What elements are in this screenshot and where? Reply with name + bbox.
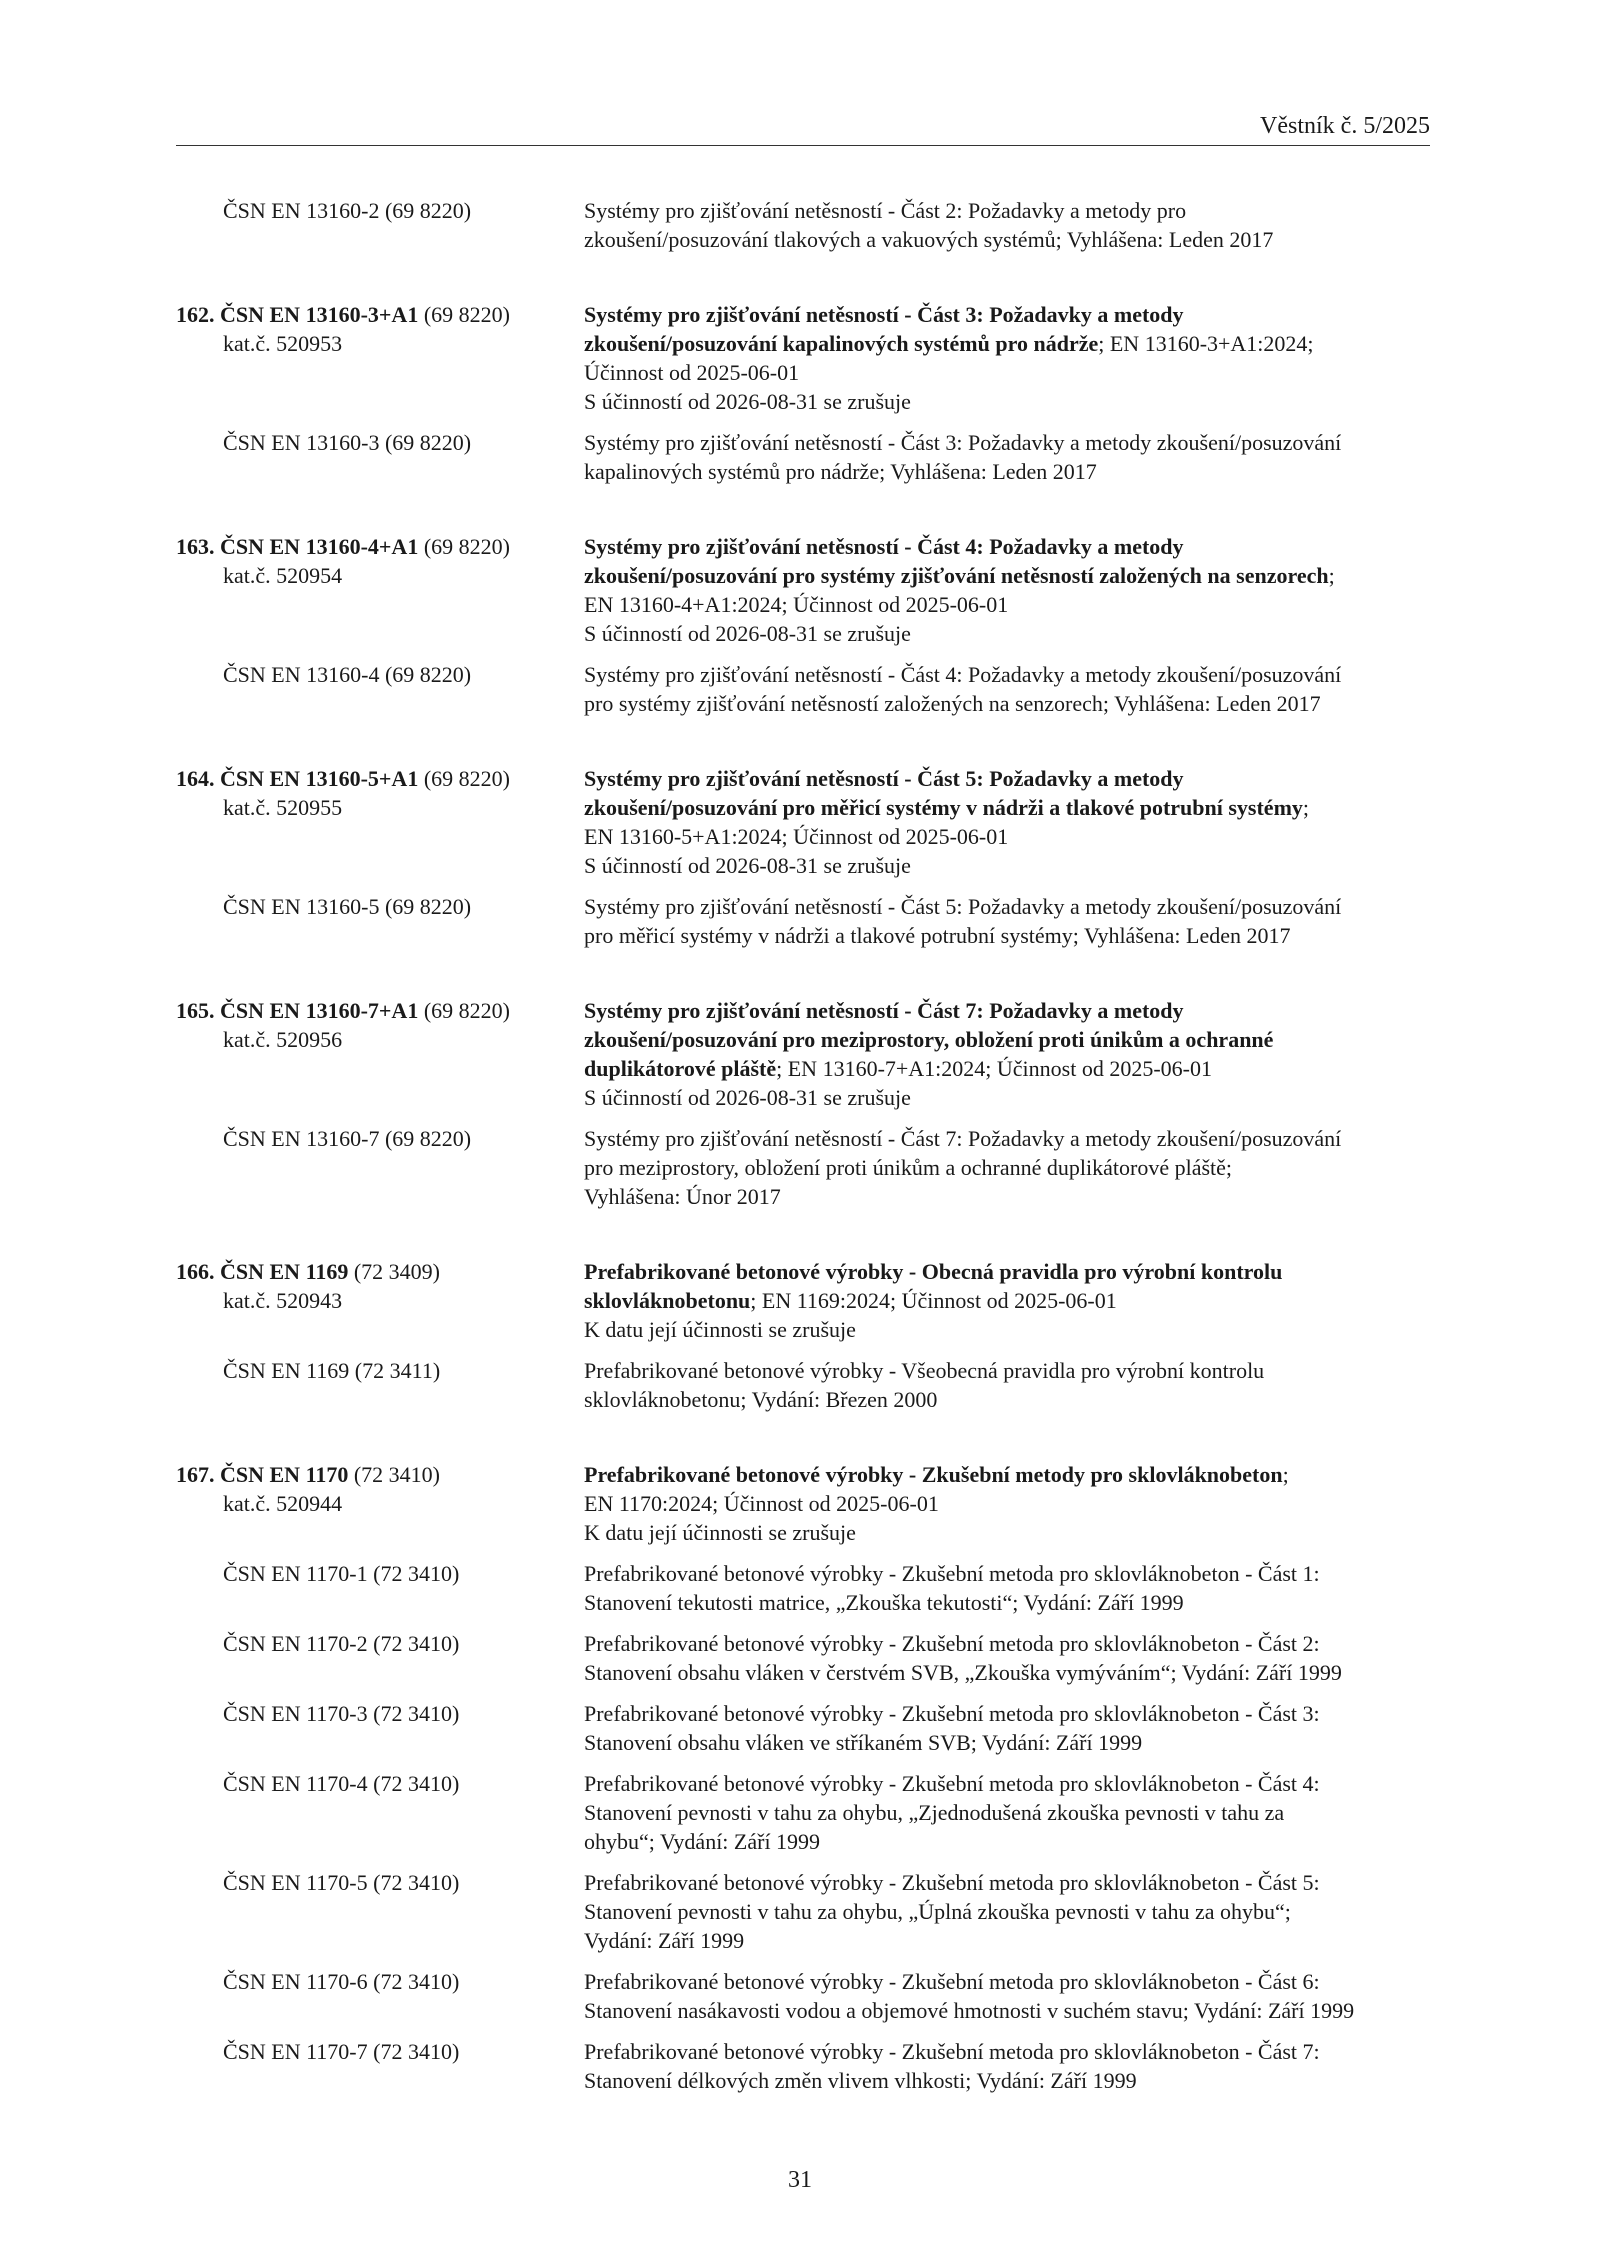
replaced-standard-row	[176, 2037, 1430, 2095]
replaced-standard-row	[176, 1769, 1430, 1856]
standard-validity: K datu její účinnosti se zrušuje	[584, 1520, 856, 1545]
standard-entry	[176, 196, 1430, 254]
replaced-standard-text: pro měřicí systémy v nádrži a tlakové potrubní systémy; Vyhlášena: Leden 2017	[584, 923, 1291, 948]
replaced-standard-description	[584, 2037, 1430, 2095]
replaced-standard-code: ČSN EN 13160-2 (69 8220)	[223, 198, 472, 223]
entry-number: 162.	[176, 302, 215, 327]
catalog-number: kat.č. 520944	[223, 1491, 343, 1516]
page-number: 31	[788, 2167, 812, 2193]
replaced-standard-code: ČSN EN 1170-1 (72 3410)	[223, 1561, 460, 1586]
replaced-standard-description	[584, 428, 1430, 486]
standard-code: ČSN EN 1169	[220, 1259, 349, 1284]
new-standard-id	[176, 532, 584, 648]
standard-title: Systémy pro zjišťování netěsností - Část 4: Požadavky a metody	[584, 534, 1184, 559]
new-standard-id	[176, 300, 584, 416]
new-standard-row	[176, 532, 1430, 648]
replaced-standard-description	[584, 196, 1430, 254]
new-standard-description	[584, 532, 1430, 648]
new-standard-row	[176, 996, 1430, 1112]
new-standard-id	[176, 764, 584, 880]
replaced-standard-description	[584, 1699, 1430, 1757]
replaced-standard-row	[176, 196, 1430, 254]
new-standard-id	[176, 1460, 584, 1547]
standard-validity: S účinností od 2026-08-31 se zrušuje	[584, 853, 911, 878]
replaced-standard-text: zkoušení/posuzování tlakových a vakuových systémů; Vyhlášena: Leden 2017	[584, 227, 1274, 252]
standard-title: zkoušení/posuzování pro měřicí systémy v nádrži a tlakové potrubní systémy	[584, 795, 1303, 820]
title-line	[584, 329, 1430, 358]
title-line	[584, 793, 1430, 822]
standard-entry	[176, 1257, 1430, 1414]
classification-code: (72 3409)	[348, 1259, 441, 1284]
standard-validity: EN 1170:2024; Účinnost od 2025-06-01	[584, 1491, 939, 1516]
standard-validity: K datu její účinnosti se zrušuje	[584, 1317, 856, 1342]
title-line	[584, 1460, 1430, 1489]
catalog-number: kat.č. 520955	[223, 795, 343, 820]
replaced-standard-description	[584, 660, 1430, 718]
replaced-standard-row	[176, 1699, 1430, 1757]
standard-validity: EN 13160-4+A1:2024; Účinnost od 2025-06-01	[584, 592, 1009, 617]
title-line	[584, 996, 1430, 1025]
replaced-standard-text: Stanovení pevnosti v tahu za ohybu, „Úplná zkouška pevnosti v tahu za ohybu“;	[584, 1899, 1291, 1924]
title-line	[584, 300, 1430, 329]
classification-code: (69 8220)	[418, 766, 510, 791]
replaced-standard-code: ČSN EN 1169 (72 3411)	[223, 1358, 441, 1383]
replaced-standard-description	[584, 1769, 1430, 1856]
replaced-standard-description	[584, 1967, 1430, 2025]
replaced-standard-code: ČSN EN 1170-5 (72 3410)	[223, 1870, 460, 1895]
replaced-standard-text: pro systémy zjišťování netěsností založených na senzorech; Vyhlášena: Leden 2017	[584, 691, 1321, 716]
replaced-standard-text: Prefabrikované betonové výrobky - Zkušební metoda pro sklovláknobeton - Část 1:	[584, 1561, 1320, 1586]
replaced-standard-text: Systémy pro zjišťování netěsností - Část 7: Požadavky a metody zkoušení/posuzování	[584, 1126, 1342, 1151]
title-line	[584, 1286, 1430, 1315]
replaced-standard-text: Systémy pro zjišťování netěsností - Část 4: Požadavky a metody zkoušení/posuzování	[584, 662, 1342, 687]
replaced-standard-description	[584, 1559, 1430, 1617]
replaced-standard-description	[584, 1124, 1430, 1211]
replaced-standard-code: ČSN EN 13160-7 (69 8220)	[223, 1126, 472, 1151]
standard-number-line	[176, 996, 584, 1025]
standard-code: ČSN EN 13160-7+A1	[220, 998, 419, 1023]
replaced-standard-text: kapalinových systémů pro nádrže; Vyhlášena: Leden 2017	[584, 459, 1097, 484]
replaced-standard-text: Prefabrikované betonové výrobky - Zkušební metoda pro sklovláknobeton - Část 4:	[584, 1771, 1320, 1796]
replaced-standard-description	[584, 1629, 1430, 1687]
replaced-standard-text: Systémy pro zjišťování netěsností - Část 5: Požadavky a metody zkoušení/posuzování	[584, 894, 1342, 919]
standard-code: ČSN EN 13160-5+A1	[220, 766, 419, 791]
replaced-standard-text: Prefabrikované betonové výrobky - Zkušební metoda pro sklovláknobeton - Část 7:	[584, 2039, 1320, 2064]
classification-code: (69 8220)	[418, 998, 510, 1023]
new-standard-row	[176, 1257, 1430, 1344]
standard-title: zkoušení/posuzování pro meziprostory, obložení proti únikům a ochranné	[584, 1027, 1274, 1052]
replaced-standard-text: Stanovení obsahu vláken ve stříkaném SVB; Vydání: Září 1999	[584, 1730, 1143, 1755]
replaced-standard-text: Stanovení délkových změn vlivem vlhkosti; Vydání: Září 1999	[584, 2068, 1137, 2093]
standard-title: Systémy pro zjišťování netěsností - Část 7: Požadavky a metody	[584, 998, 1184, 1023]
replaced-standard-text: Systémy pro zjišťování netěsností - Část 3: Požadavky a metody zkoušení/posuzování	[584, 430, 1342, 455]
replaced-standard-code: ČSN EN 13160-4 (69 8220)	[223, 662, 472, 687]
replaced-standard-code: ČSN EN 1170-6 (72 3410)	[223, 1969, 460, 1994]
new-standard-description	[584, 1460, 1430, 1547]
standard-title: zkoušení/posuzování pro systémy zjišťování netěsností založených na senzorech	[584, 563, 1329, 588]
replaced-standard-text: Systémy pro zjišťování netěsností - Část 2: Požadavky a metody pro	[584, 198, 1187, 223]
standard-title: Systémy pro zjišťování netěsností - Část 3: Požadavky a metody	[584, 302, 1184, 327]
replaced-standard-text: pro meziprostory, obložení proti únikům a ochranné duplikátorové pláště;	[584, 1155, 1233, 1180]
standard-entry	[176, 300, 1430, 486]
standard-title: Prefabrikované betonové výrobky - Zkušební metody pro sklovláknobeton	[584, 1462, 1283, 1487]
replaced-standard-text: sklovláknobetonu; Vydání: Březen 2000	[584, 1387, 938, 1412]
replaced-standard-text: Stanovení tekutosti matrice, „Zkouška tekutosti“; Vydání: Září 1999	[584, 1590, 1184, 1615]
replaced-standard-row	[176, 1559, 1430, 1617]
standard-title: zkoušení/posuzování kapalinových systémů pro nádrže	[584, 331, 1099, 356]
replaced-standard-text: Prefabrikované betonové výrobky - Zkušební metoda pro sklovláknobeton - Část 5:	[584, 1870, 1320, 1895]
standard-code: ČSN EN 13160-4+A1	[220, 534, 419, 559]
entry-number: 163.	[176, 534, 215, 559]
standard-title: Systémy pro zjišťování netěsností - Část 5: Požadavky a metody	[584, 766, 1184, 791]
standard-code: ČSN EN 1170	[220, 1462, 349, 1487]
replaced-standard-description	[584, 1868, 1430, 1955]
standard-validity: S účinností od 2026-08-31 se zrušuje	[584, 621, 911, 646]
catalog-number: kat.č. 520956	[223, 1027, 343, 1052]
replaced-standard-code: ČSN EN 1170-7 (72 3410)	[223, 2039, 460, 2064]
standard-details: ;	[1302, 795, 1310, 820]
standard-entry	[176, 996, 1430, 1211]
replaced-standard-text: Stanovení pevnosti v tahu za ohybu, „Zjednodušená zkouška pevnosti v tahu za	[584, 1800, 1285, 1825]
replaced-standard-code: ČSN EN 13160-5 (69 8220)	[223, 894, 472, 919]
replaced-standard-text: Prefabrikované betonové výrobky - Zkušební metoda pro sklovláknobeton - Část 3:	[584, 1701, 1320, 1726]
title-line	[584, 1025, 1430, 1054]
new-standard-id	[176, 996, 584, 1112]
replaced-standard-code: ČSN EN 1170-3 (72 3410)	[223, 1701, 460, 1726]
standard-number-line	[176, 1257, 584, 1286]
classification-code: (69 8220)	[418, 302, 510, 327]
entry-number: 164.	[176, 766, 215, 791]
classification-code: (69 8220)	[418, 534, 510, 559]
standard-entry	[176, 764, 1430, 950]
title-line	[584, 1054, 1430, 1083]
title-line	[584, 561, 1430, 590]
catalog-number: kat.č. 520954	[223, 563, 343, 588]
new-standard-row	[176, 300, 1430, 416]
standard-title: Prefabrikované betonové výrobky - Obecná pravidla pro výrobní kontrolu	[584, 1259, 1283, 1284]
replaced-standard-description	[584, 892, 1430, 950]
new-standard-description	[584, 300, 1430, 416]
standard-code: ČSN EN 13160-3+A1	[220, 302, 419, 327]
replaced-standard-description	[584, 1356, 1430, 1414]
replaced-standard-row	[176, 1356, 1430, 1414]
standards-list	[176, 196, 1430, 2095]
replaced-standard-code: ČSN EN 1170-4 (72 3410)	[223, 1771, 460, 1796]
replaced-standard-row	[176, 1967, 1430, 2025]
standard-details: ; EN 13160-3+A1:2024;	[1098, 331, 1314, 356]
replaced-standard-text: Prefabrikované betonové výrobky - Všeobecná pravidla pro výrobní kontrolu	[584, 1358, 1265, 1383]
replaced-standard-row	[176, 1868, 1430, 1955]
entry-number: 166.	[176, 1259, 215, 1284]
title-line	[584, 532, 1430, 561]
replaced-standard-text: Prefabrikované betonové výrobky - Zkušební metoda pro sklovláknobeton - Část 2:	[584, 1631, 1320, 1656]
standard-title: duplikátorové pláště	[584, 1056, 777, 1081]
standard-details: ; EN 1169:2024; Účinnost od 2025-06-01	[750, 1288, 1117, 1313]
replaced-standard-row	[176, 660, 1430, 718]
replaced-standard-text: ohybu“; Vydání: Září 1999	[584, 1829, 821, 1854]
replaced-standard-text: Stanovení obsahu vláken v čerstvém SVB, „Zkouška vymýváním“; Vydání: Září 1999	[584, 1660, 1342, 1685]
standard-number-line	[176, 300, 584, 329]
title-line	[584, 764, 1430, 793]
replaced-standard-row	[176, 428, 1430, 486]
entry-number: 165.	[176, 998, 215, 1023]
new-standard-row	[176, 764, 1430, 880]
new-standard-description	[584, 996, 1430, 1112]
standard-entry	[176, 532, 1430, 718]
standard-entry	[176, 1460, 1430, 2095]
title-line	[584, 1257, 1430, 1286]
replaced-standard-code: ČSN EN 13160-3 (69 8220)	[223, 430, 472, 455]
replaced-standard-text: Vydání: Září 1999	[584, 1928, 745, 1953]
replaced-standard-row	[176, 1124, 1430, 1211]
replaced-standard-text: Vyhlášena: Únor 2017	[584, 1184, 781, 1209]
replaced-standard-row	[176, 892, 1430, 950]
catalog-number: kat.č. 520943	[223, 1288, 343, 1313]
standard-details: ;	[1282, 1462, 1289, 1487]
replaced-standard-text: Prefabrikované betonové výrobky - Zkušební metoda pro sklovláknobeton - Část 6:	[584, 1969, 1320, 1994]
replaced-standard-code: ČSN EN 1170-2 (72 3410)	[223, 1631, 460, 1656]
new-standard-description	[584, 764, 1430, 880]
new-standard-description	[584, 1257, 1430, 1344]
standard-validity: S účinností od 2026-08-31 se zrušuje	[584, 1085, 911, 1110]
page-header-title: Věstník č. 5/2025	[1260, 113, 1430, 139]
standard-details: ;	[1328, 563, 1335, 588]
replaced-standard-row	[176, 1629, 1430, 1687]
standard-number-line	[176, 532, 584, 561]
entry-number: 167.	[176, 1462, 215, 1487]
catalog-number: kat.č. 520953	[223, 331, 343, 356]
replaced-standard-text: Stanovení nasákavosti vodou a objemové hmotnosti v suchém stavu; Vydání: Září 1999	[584, 1998, 1355, 2023]
standard-number-line	[176, 764, 584, 793]
standard-validity: S účinností od 2026-08-31 se zrušuje	[584, 389, 911, 414]
standard-number-line	[176, 1460, 584, 1489]
standard-title: sklovláknobetonu	[584, 1288, 751, 1313]
standard-validity: Účinnost od 2025-06-01	[584, 360, 800, 385]
standard-details: ; EN 13160-7+A1:2024; Účinnost od 2025-06-01	[776, 1056, 1212, 1081]
standard-validity: EN 13160-5+A1:2024; Účinnost od 2025-06-01	[584, 824, 1009, 849]
new-standard-row	[176, 1460, 1430, 1547]
header-rule	[176, 145, 1430, 146]
classification-code: (72 3410)	[348, 1462, 441, 1487]
new-standard-id	[176, 1257, 584, 1344]
